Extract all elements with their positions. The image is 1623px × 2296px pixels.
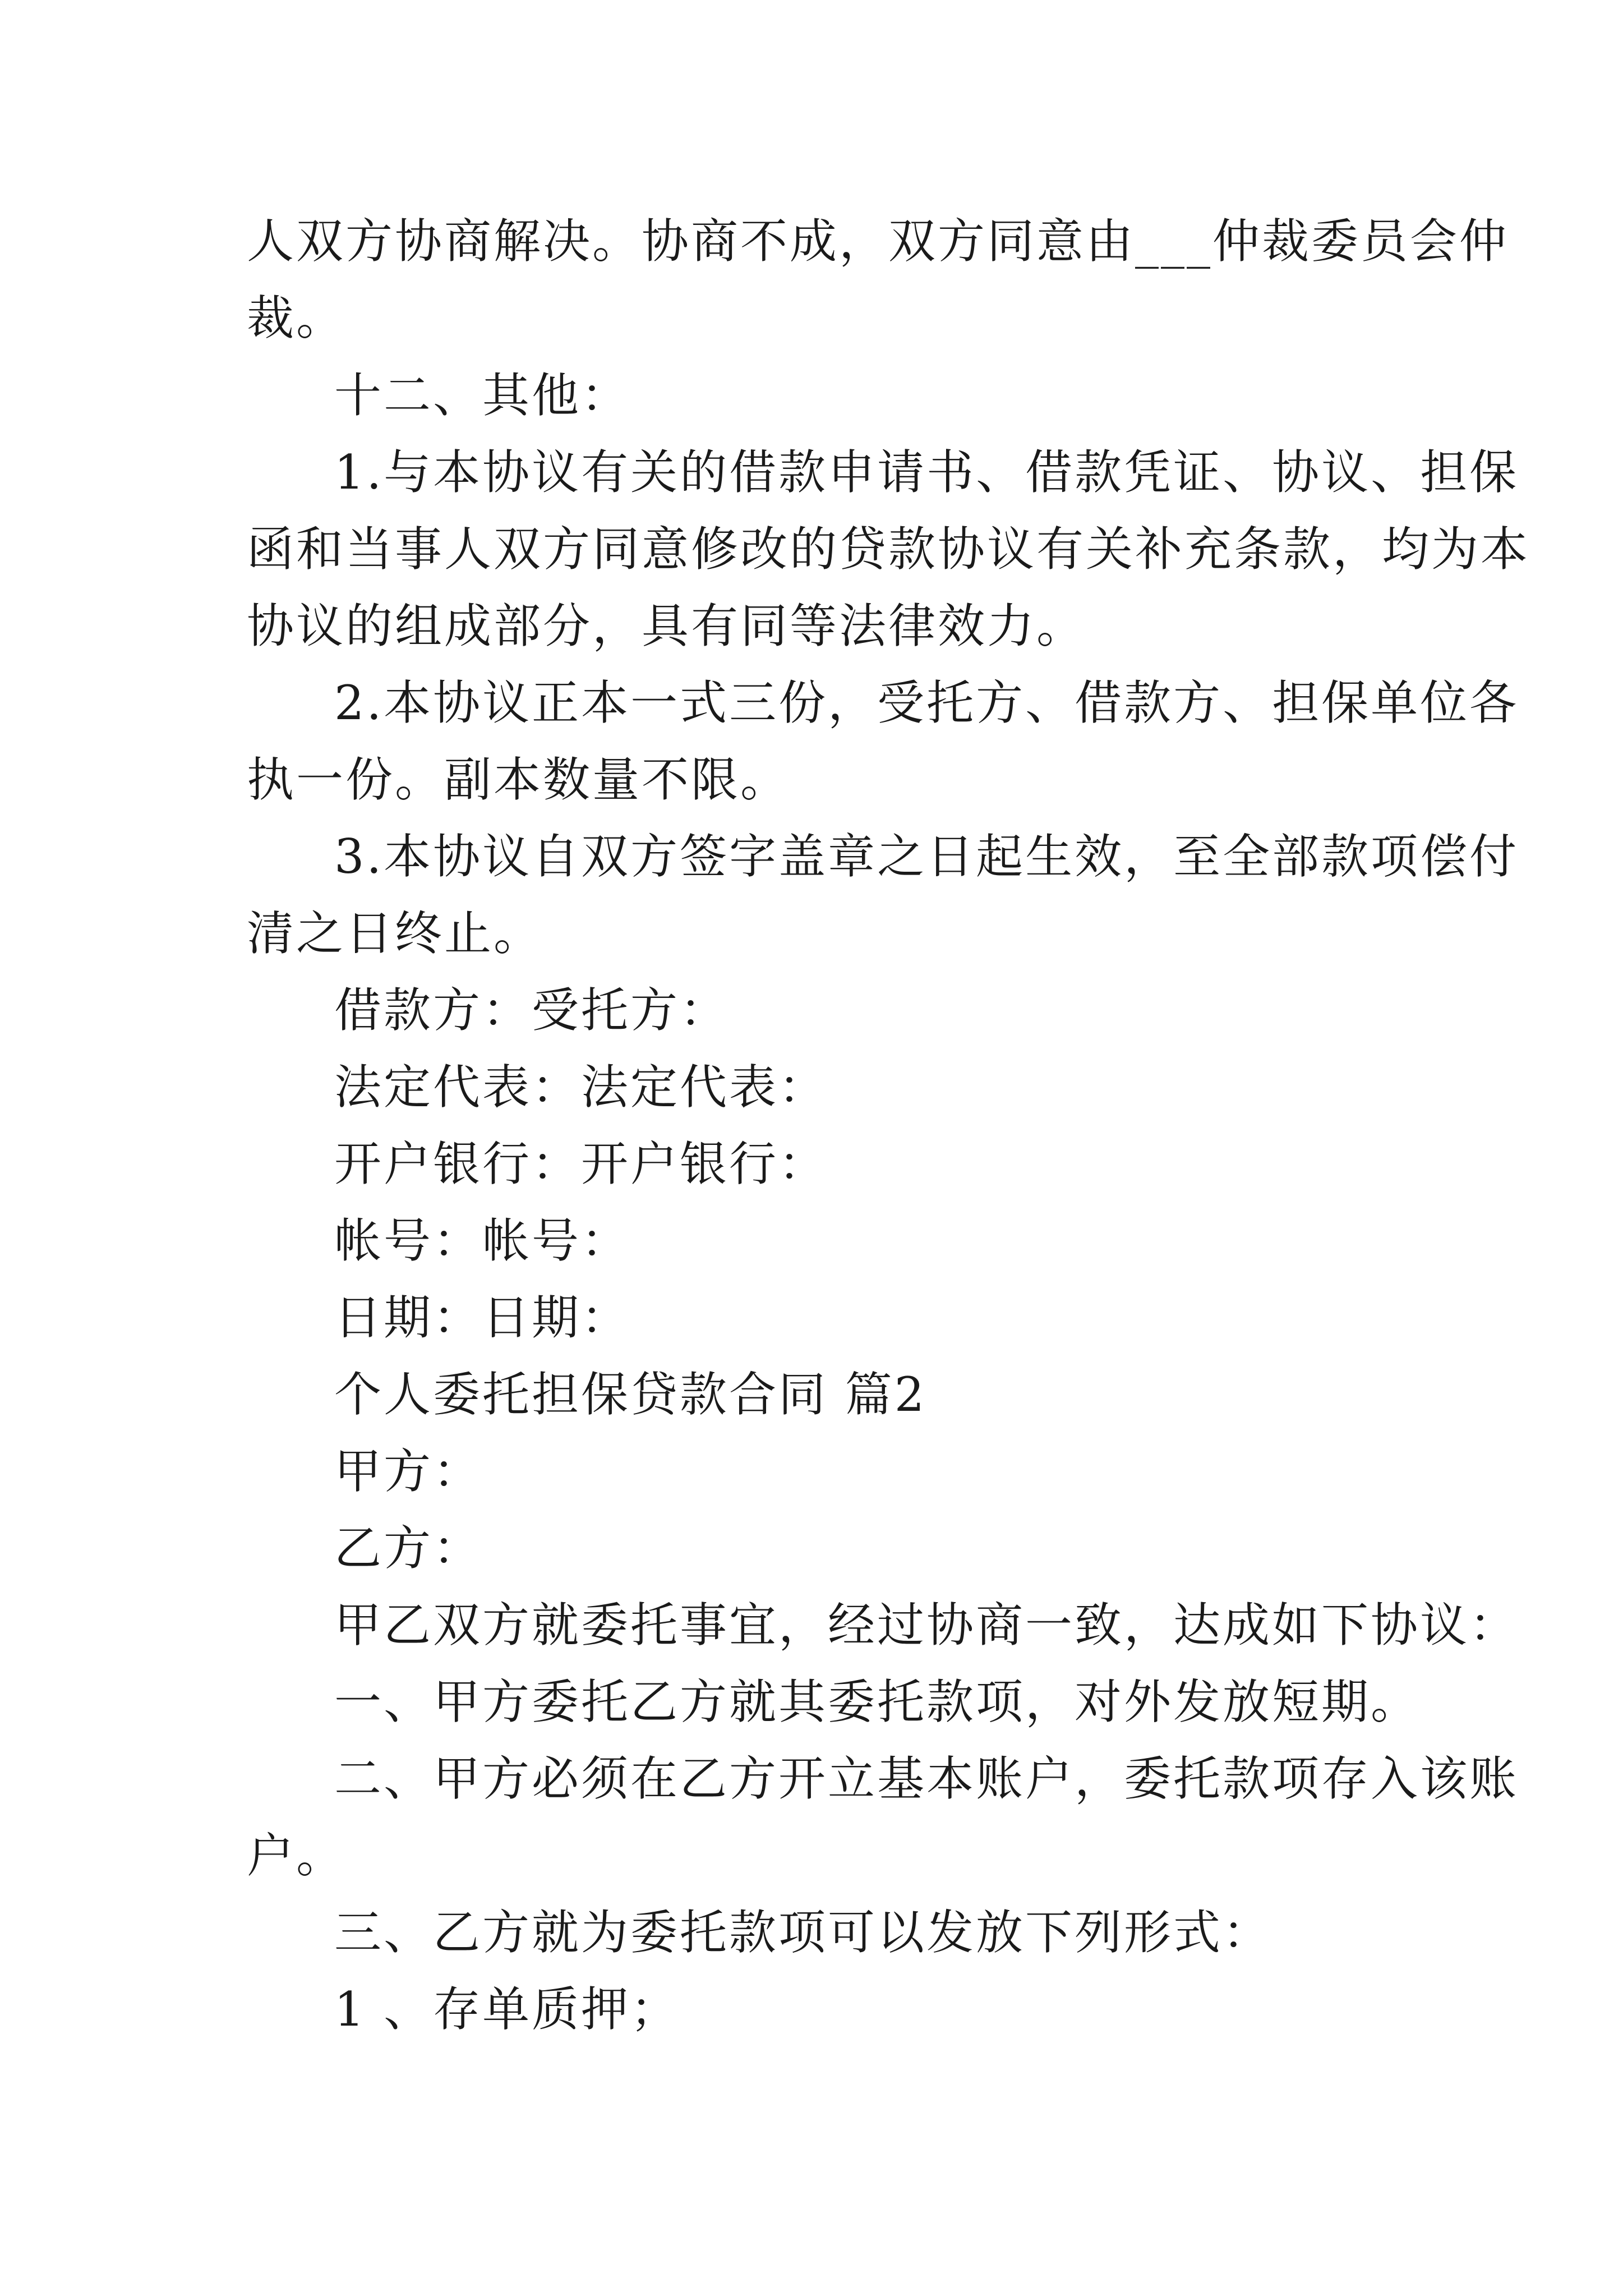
text-line: 函和当事人双方同意修改的贷款协议有关补充条款，均为本 [247, 522, 1530, 577]
text-line: 2.本协议正本一式三份，受托方、借款方、担保单位各 [334, 675, 1519, 730]
text-line: 裁。 [247, 291, 346, 346]
text-line: 户。 [247, 1828, 346, 1883]
signature-field-line: 帐号：帐号： [334, 1213, 631, 1268]
signature-field-line: 日期：日期： [334, 1290, 631, 1345]
text-line: 协议的组成部分，具有同等法律效力。 [247, 599, 1086, 654]
text-line: 甲乙双方就委托事宜，经过协商一致，达成如下协议： [334, 1598, 1519, 1653]
section-heading: 十二、其他： [334, 368, 631, 423]
signature-field-line: 开户银行：开户银行： [334, 1137, 828, 1191]
text-line: 一、甲方委托乙方就其委托款项，对外发放短期。 [334, 1674, 1421, 1729]
text-line: 1 、存单质押； [334, 1982, 680, 2037]
signature-field-line: 法定代表：法定代表： [334, 1060, 828, 1115]
text-line: 人双方协商解决。协商不成，双方同意由___仲裁委员会仲 [247, 214, 1509, 269]
party-line: 甲方： [334, 1444, 483, 1499]
party-line: 乙方： [334, 1521, 483, 1576]
text-line: 清之日终止。 [247, 906, 543, 961]
text-line: 二、甲方必须在乙方开立基本账户，委托款项存入该账 [334, 1751, 1519, 1806]
text-line: 1.与本协议有关的借款申请书、借款凭证、协议、担保 [334, 445, 1519, 500]
text-line: 3.本协议自双方签字盖章之日起生效，至全部款项偿付 [334, 829, 1519, 884]
text-line: 三、乙方就为委托款项可以发放下列形式： [334, 1905, 1272, 1960]
text-line: 执一份。副本数量不限。 [247, 752, 790, 807]
document-section-title: 个人委托担保贷款合同 篇2 [334, 1367, 927, 1422]
signature-field-line: 借款方：受托方： [334, 983, 730, 1038]
